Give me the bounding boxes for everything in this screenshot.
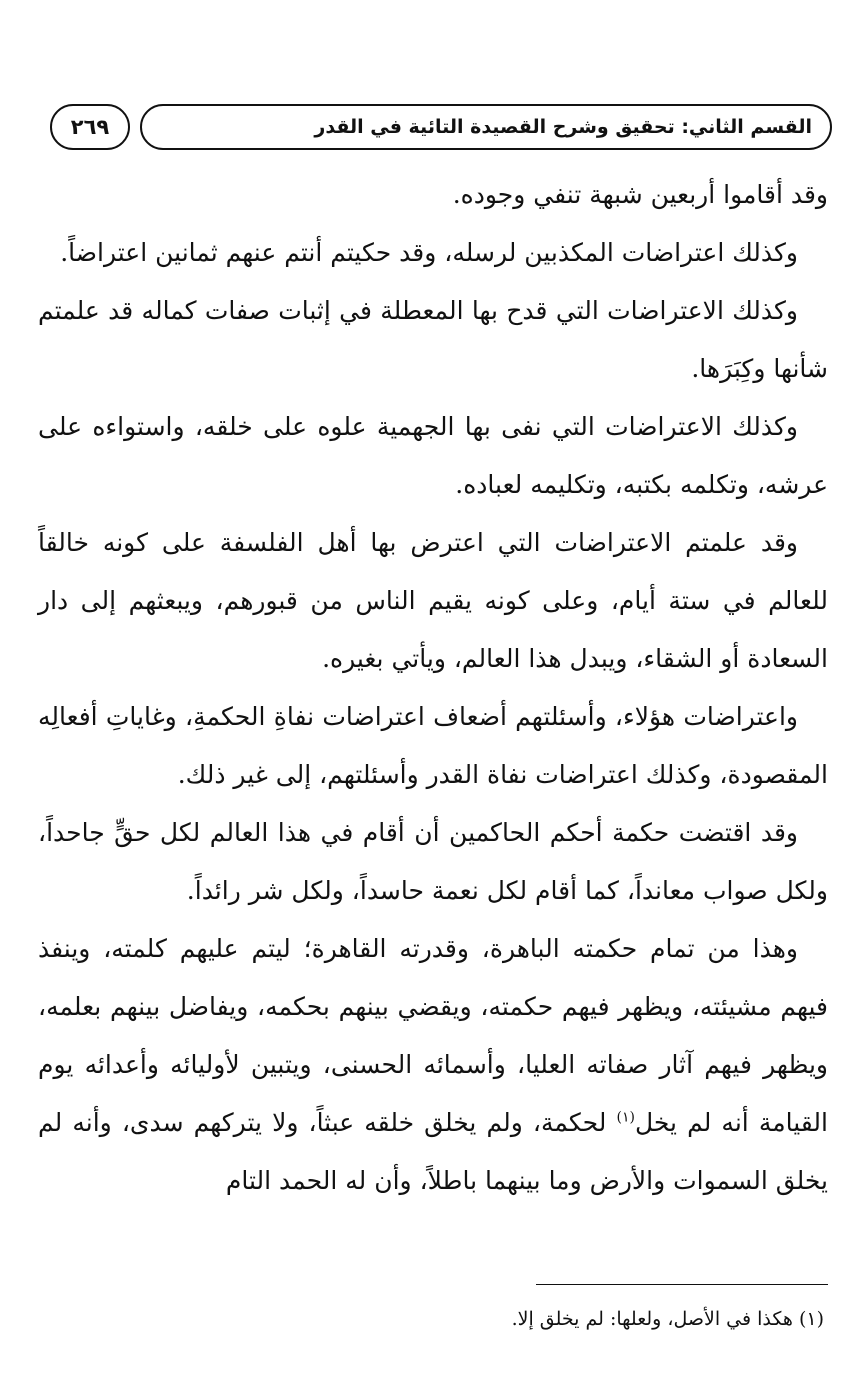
paragraph-4: وكذلك الاعتراضات التي نفى بها الجهمية علوه على خلقه، واستواءه على عرشه، وتكلمه بكتبه، وتكليمه لعباده. <box>38 412 828 499</box>
paragraph-2: وكذلك اعتراضات المكذبين لرسله، وقد حكيتم أنتم عنهم ثمانين اعتراضاً. <box>60 238 798 267</box>
footnote-reference[interactable]: (١) <box>616 1109 635 1126</box>
running-header <box>50 104 832 154</box>
paragraph-6: واعتراضات هؤلاء، وأسئلتهم أضعاف اعتراضات نفاةِ الحكمةِ، وغاياتِ أفعالِه المقصودة، وكذلك اعتراضات نفاة القدر وأسئلتهم، إلى غير ذلك. <box>38 702 828 789</box>
paragraph-7: وقد اقتضت حكمة أحكم الحاكمين أن أقام في هذا العالم لكل حقٍّ جاحداً، ولكل صواب معانداً، كما أقام لكل نعمة حاسداً، ولكل شر رائداً. <box>38 818 828 905</box>
paragraph-3: وكذلك الاعتراضات التي قدح بها المعطلة في إثبات صفات كماله قد علمتم شأنها وكِبَرَها. <box>38 296 828 383</box>
page-number: ٢٦٩ <box>50 104 130 150</box>
paragraph-1: وقد أقاموا أربعين شبهة تنفي وجوده. <box>452 180 828 209</box>
header-title: القسم الثاني: تحقيق وشرح القصيدة التائية في القدر <box>140 104 832 150</box>
paragraph-8-text-b: لحكمة، ولم يخلق خلقه عبثاً، ولا يتركهم سدى، وأنه لم يخلق السموات والأرض وما بينهما باطلاً، وأن له الحمد التام <box>38 1108 828 1195</box>
paragraph-8-text-a: وهذا من تمام حكمته الباهرة، وقدرته القاهرة؛ ليتم عليهم كلمته، وينفذ فيهم مشيئته، ويظهر فيهم حكمته، ويقضي بينهم بحكمه، ويفاضل بينهم بعلمه، ويظهر فيهم آثار صفاته العليا، وأسمائه الحسنى، ويتبين لأوليائه وأعدائه يوم القيامة أنه لم يخل <box>38 934 828 1137</box>
footnote-1: (١) هكذا في الأصل، ولعلها: لم يخلق إلا. <box>511 1308 824 1330</box>
footnote-separator <box>536 1284 828 1285</box>
paragraph-5: وقد علمتم الاعتراضات التي اعترض بها أهل الفلسفة على كونه خالقاً للعالم في ستة أيام، وعلى كونه يقيم الناس من قبورهم، ويبعثهم إلى دار السعادة أو الشقاء، ويبدل هذا العالم، ويأتي بغيره. <box>38 528 828 673</box>
paragraph-8 <box>38 920 828 1210</box>
body-text <box>38 166 828 1210</box>
